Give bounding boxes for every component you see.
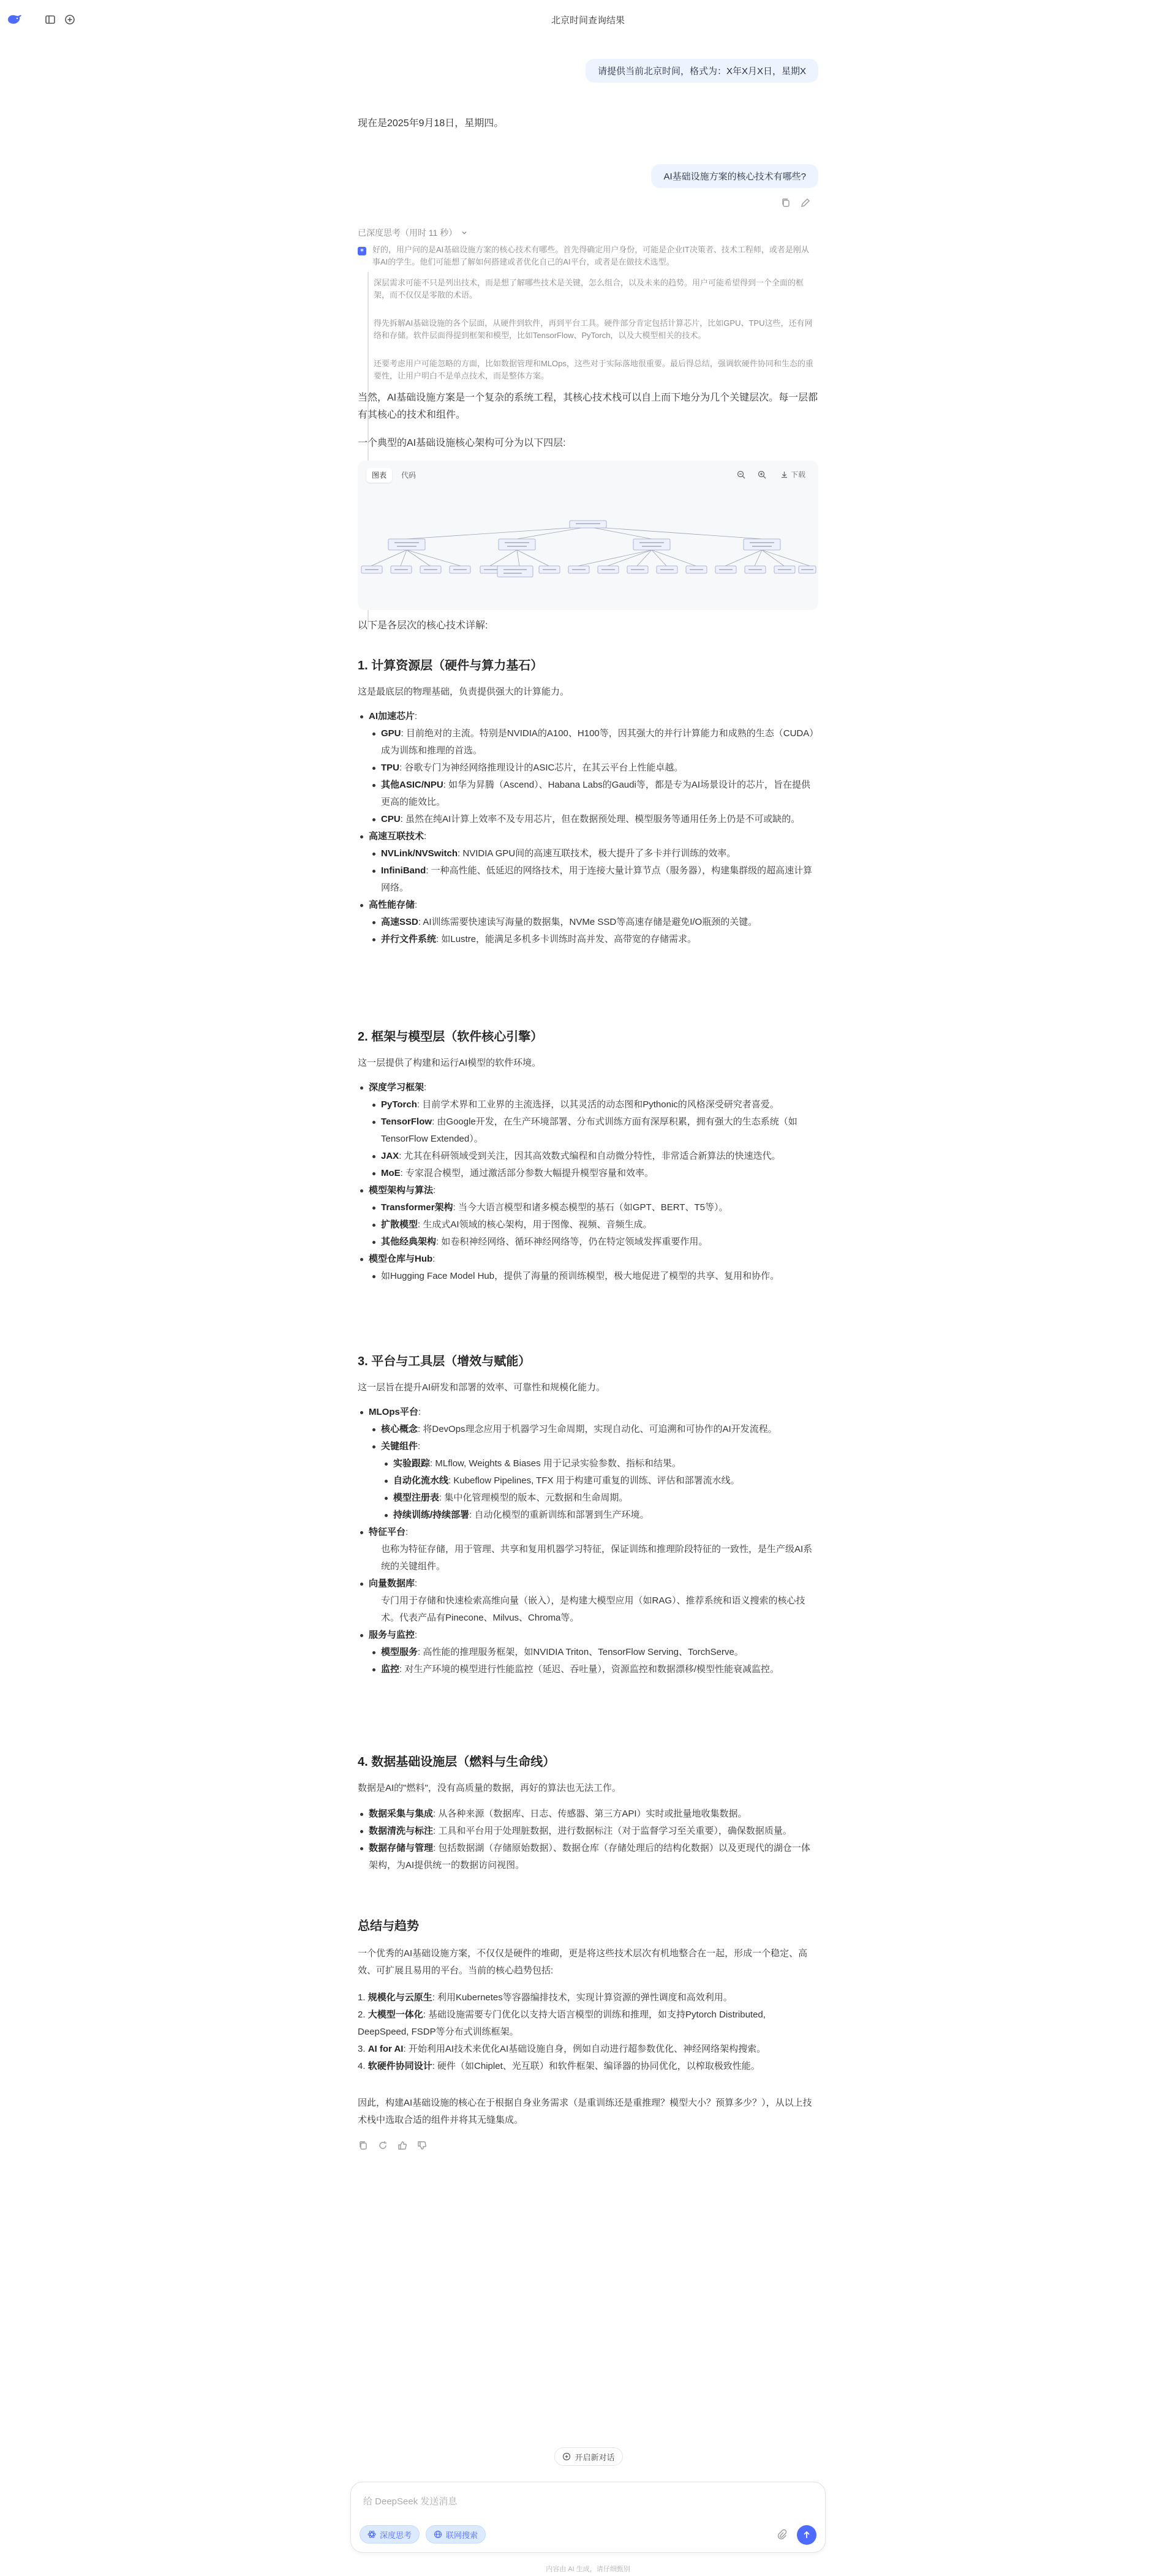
item-text: NVIDIA GPU间的高速互联技术，极大提升了多卡并行训练的效率。 <box>462 848 736 859</box>
item-key: 模型注册表 <box>393 1493 440 1503</box>
item-text: 3. <box>358 2044 366 2054</box>
item-key: 数据采集与集成 <box>369 1809 434 1819</box>
item-key: 模型服务 <box>381 1647 418 1657</box>
message-input[interactable]: 给 DeepSeek 发送消息 <box>363 2496 458 2507</box>
item-key: 其他ASIC/NPU <box>381 780 443 790</box>
item-text: 4. <box>358 2061 366 2071</box>
section-heading: 1. 计算资源层（硬件与算力基石） <box>358 659 543 672</box>
item-key: 扩散模型 <box>381 1219 418 1230</box>
list-item: 数据存储与管理: 包括数据湖（存储原始数据）、数据仓库（存储处理后的结构化数据）以及更现代的湖仓一体架构，为AI提供统一的数据访问视图。 <box>369 1840 818 1874</box>
tab-code[interactable]: 代码 <box>401 471 417 480</box>
list-group-label: 服务与监控: <box>369 1627 818 1644</box>
item-text: 专门用于存储和快速检索高维向量（嵌入），是构建大模型应用（如RAG）、推荐系统和语义搜索的核心技术。代表产品有Pinecone、Milvus、Chroma等。 <box>381 1595 805 1623</box>
item-key: 监控 <box>381 1664 400 1674</box>
ai-disclaimer: 内容由 AI 生成，请仔细甄别 <box>546 2566 630 2573</box>
thumbs-up-icon[interactable] <box>397 2140 408 2151</box>
summary-conclusion: 因此，构建AI基础设施的核心在于根据自身业务需求（是重训练还是重推理？模型大小？预算多少？），从以上技术栈中选取合适的组件并将其无缝集成。 <box>358 2098 812 2125</box>
section-description: 这是最底层的物理基础，负责提供强大的计算能力。 <box>358 687 570 697</box>
copy-icon[interactable] <box>780 197 791 208</box>
section-list <box>369 1806 818 1874</box>
list-group-label: 高速互联技术: <box>369 828 818 845</box>
user-message-bubble: AI基础设施方案的核心技术有哪些? <box>651 164 818 188</box>
item-text: 目前学术界和工业界的主流选择，以其灵活的动态图和Pythonic的风格深受研究者喜爱。 <box>422 1099 779 1110</box>
item-text: 如华为昇腾（Ascend）、Habana Labs的Gaudi等，都是专为AI场景设计的芯片，旨在提供更高的能效比。 <box>381 780 811 807</box>
item-text: 一种高性能、低延迟的网络技术，用于连接大量计算节点（服务器），构建集群级的超高速计算网络。 <box>381 865 813 893</box>
atom-icon <box>368 2530 376 2539</box>
list-item: JAX: 尤其在科研领域受到关注，因其高效数式编程和自动微分特性，非常适合新算法的快速迭代。 <box>369 1148 818 1165</box>
section-list <box>369 708 818 948</box>
trend-list <box>358 1989 818 2075</box>
section-description: 数据是AI的"燃料"，没有高质量的数据，再好的算法也无法工作。 <box>358 1783 621 1793</box>
list-item: MoE: 专家混合模型，通过激活部分参数大幅提升模型容量和效率。 <box>369 1165 818 1182</box>
list-item: 自动化流水线: Kubeflow Pipelines, TFX 用于构建可重复的训练、评估和部署流水线。 <box>369 1472 818 1489</box>
list-item: 并行文件系统: 如Lustre，能满足多机多卡训练时高并发、高带宽的存储需求。 <box>369 931 818 948</box>
list-item: NVLink/NVSwitch: NVIDIA GPU间的高速互联技术，极大提升了多卡并行训练的效率。 <box>369 845 818 862</box>
send-button[interactable] <box>797 2525 816 2545</box>
item-key: 模型仓库与Hub <box>369 1254 433 1264</box>
thinking-paragraph: 还要考虑用户可能忽略的方面，比如数据管理和MLOps，这些对于实际落地很重要。最后得总结，强调软硬件协同和生态的重要性，让用户明白不是单点技术，而是整体方案。 <box>374 359 813 380</box>
item-key: 软硬件协同设计 <box>368 2061 432 2071</box>
item-text: 由Google开发，在生产环境部署、分布式训练方面有深厚积累，拥有强大的生态系统（如TensorFlow Extended）。 <box>381 1117 797 1144</box>
list-item: 持续训练/持续部署: 自动化模型的重新训练和部署到生产环境。 <box>369 1507 818 1524</box>
item-text: 专家混合模型，通过激活部分参数大幅提升模型容量和效率。 <box>405 1168 654 1178</box>
item-key: 高速互联技术 <box>369 831 424 842</box>
new-chat-button[interactable] <box>554 2447 623 2466</box>
thinking-paragraph: 得先拆解AI基础设施的各个层面，从硬件到软件，再到平台工具。硬件部分肯定包括计算芯片，比如GPU、TPU这些，还有网络和存储。软件层面得提到框架和模型，比如TensorFlow、PyTorch，以及大模型相关的技术。 <box>374 318 813 340</box>
list-item: InfiniBand: 一种高性能、低延迟的网络技术，用于连接大量计算节点（服务器），构建集群级的超高速计算网络。 <box>369 862 818 897</box>
item-text: 将DevOps理念应用于机器学习生命周期，实现自动化、可追溯和可协作的AI开发流程。 <box>423 1424 777 1434</box>
item-key: 高速SSD <box>381 917 418 927</box>
item-text: 2. <box>358 2009 366 2020</box>
list-item: 高速SSD: AI训练需要快速读写海量的数据集，NVMe SSD等高速存储是避免I/O瓶颈的关键。 <box>369 914 818 931</box>
item-text: 谷歌专门为神经网络推理设计的ASIC芯片，在其云平台上性能卓越。 <box>404 763 684 773</box>
item-text: 也称为特征存储，用于管理、共享和复用机器学习特征，保证训练和推理阶段特征的一致性，是生产级AI系统的关键组件。 <box>381 1544 813 1572</box>
item-text: 开始利用AI技术来优化AI基础设施自身，例如自动进行超参数优化、神经网络架构搜索。 <box>408 2044 766 2054</box>
thinking-paragraph: 深层需求可能不只是列出技术，而是想了解哪些技术是关键，怎么组合，以及未来的趋势。用户可能希望得到一个全面的框架，而不仅仅是零散的术语。 <box>374 278 804 299</box>
item-text: 包括数据湖（存储原始数据）、数据仓库（存储处理后的结构化数据）以及更现代的湖仓一体架构，为AI提供统一的数据访问视图。 <box>369 1843 810 1870</box>
details-intro: 以下是各层次的核心技术详解: <box>358 620 488 631</box>
list-item <box>369 1541 818 1575</box>
item-key: 持续训练/持续部署 <box>393 1510 470 1520</box>
edit-icon[interactable] <box>800 197 811 208</box>
user-message-actions <box>780 197 811 208</box>
item-text: 集中化管理模型的版本、元数据和生命周期。 <box>444 1493 628 1503</box>
item-key: Transformer架构 <box>381 1202 453 1213</box>
list-group-label: 向量数据库: <box>369 1575 818 1592</box>
list-group-label: 模型架构与算法: <box>369 1182 818 1199</box>
attach-file-icon[interactable] <box>776 2529 787 2541</box>
item-key: AI for AI <box>368 2044 404 2054</box>
assistant-reply-text: 现在是2025年9月18日，星期四。 <box>358 118 504 129</box>
thinking-toggle[interactable] <box>358 227 468 239</box>
item-text: 高性能的推理服务框架，如NVIDIA Triton、TensorFlow Serving、TorchServe。 <box>423 1647 744 1657</box>
list-group-label: 特征平台: <box>369 1524 818 1541</box>
item-key: JAX <box>381 1151 399 1161</box>
list-item: CPU: 虽然在纯AI计算上效率不及专用芯片，但在数据预处理、模型服务等通用任务上仍是不可或缺的。 <box>369 811 818 828</box>
item-key: AI加速芯片 <box>369 711 415 721</box>
item-text: Kubeflow Pipelines, TFX 用于构建可重复的训练、评估和部署流水线。 <box>453 1475 740 1486</box>
list-item: TensorFlow: 由Google开发，在生产环境部署、分布式训练方面有深厚积累，拥有强大的生态系统（如TensorFlow Extended）。 <box>369 1113 818 1148</box>
plus-circle-icon <box>562 2452 571 2461</box>
item-key: TensorFlow <box>381 1117 432 1127</box>
thumbs-down-icon[interactable] <box>417 2140 428 2151</box>
copy-icon[interactable] <box>358 2140 369 2151</box>
list-group-label: AI加速芯片: <box>369 708 818 725</box>
list-item: 其他经典架构: 如卷积神经网络、循环神经网络等，仍在特定领域发挥重要作用。 <box>369 1233 818 1251</box>
item-key: 自动化流水线 <box>393 1475 449 1486</box>
item-text: 从各种来源（数据库、日志、传感器、第三方API）实时或批量地收集数据。 <box>438 1809 747 1819</box>
item-text: 目前绝对的主流。特别是NVIDIA的A100、H100等，因其强大的并行计算能力和成熟的生态（CUDA）成为训练和推理的首选。 <box>381 728 814 756</box>
item-key: MoE <box>381 1168 401 1178</box>
item-key: 向量数据库 <box>369 1578 415 1589</box>
list-item: 监控: 对生产环境的模型进行性能监控（延迟、吞吐量），资源监控和数据漂移/模型性能衰减监控。 <box>369 1661 818 1678</box>
thinking-paragraph: 好的，用户问的是AI基础设施方案的核心技术有哪些。首先得确定用户身份，可能是企业IT决策者、技术工程师，或者是刚从事AI的学生。他们可能想了解如何搭建或者优化自己的AI平台，或者是在做技术选型。 <box>372 245 809 266</box>
summary-heading: 总结与趋势 <box>358 1919 419 1933</box>
item-key: GPU <box>381 728 401 739</box>
list-item: GPU: 目前绝对的主流。特别是NVIDIA的A100、H100等，因其强大的并行计算能力和成熟的生态（CUDA）成为训练和推理的首选。 <box>369 725 818 759</box>
list-item <box>369 1268 818 1285</box>
list-item: 实验跟踪: MLflow, Weights & Biases 用于记录实验参数、指标和结果。 <box>369 1455 818 1472</box>
list-item: 模型注册表: 集中化管理模型的版本、元数据和生命周期。 <box>369 1489 818 1507</box>
section-description: 这一层提供了构建和运行AI模型的软件环境。 <box>358 1058 541 1068</box>
chat-title: 北京时间查询结果 <box>551 15 625 26</box>
trend-item: 1. 规模化与云原生: 利用Kubernetes等容器编排技术，实现计算资源的弹性调度和高效利用。 <box>358 1992 733 2003</box>
item-text: 工具和平台用于处理脏数据，进行数据标注（对于监督学习至关重要），确保数据质量。 <box>438 1826 792 1836</box>
item-key: 并行文件系统 <box>381 934 437 944</box>
deep-think-toggle[interactable] <box>360 2525 420 2544</box>
item-text: MLflow, Weights & Biases 用于记录实验参数、指标和结果。 <box>435 1458 681 1469</box>
section-heading: 4. 数据基础设施层（燃料与生命线） <box>358 1755 556 1769</box>
item-text: 硬件（如Chiplet、光互联）和软件框架、编译器的协同优化，以榨取极致性能。 <box>437 2061 760 2071</box>
item-text: 对生产环境的模型进行性能监控（延迟、吞吐量），资源监控和数据漂移/模型性能衰减监控。 <box>404 1664 780 1674</box>
list-item: PyTorch: 目前学术界和工业界的主流选择，以其灵活的动态图和Pythonic的风格深受研究者喜爱。 <box>369 1096 818 1113</box>
item-key: 数据存储与管理 <box>369 1843 434 1853</box>
section-description: 这一层旨在提升AI研发和部署的效率、可靠性和规模化能力。 <box>358 1382 606 1393</box>
item-key: 数据清洗与标注 <box>369 1826 434 1836</box>
item-key: 其他经典架构 <box>381 1237 437 1247</box>
regenerate-icon[interactable] <box>377 2140 388 2151</box>
answer-actions <box>358 2140 428 2151</box>
new-chat-label: 开启新对话 <box>575 2452 615 2462</box>
item-key: 模型架构与算法 <box>369 1185 434 1196</box>
list-item: 核心概念: 将DevOps理念应用于机器学习生命周期，实现自动化、可追溯和可协作的AI开发流程。 <box>369 1421 818 1438</box>
download-label: 下载 <box>791 470 806 479</box>
architecture-intro: 一个典型的AI基础设施核心架构可分为以下四层: <box>358 438 566 448</box>
item-key: 服务与监控 <box>369 1630 415 1640</box>
top-bar <box>0 0 1176 39</box>
item-key: TPU <box>381 763 399 773</box>
section-list <box>369 1079 818 1285</box>
item-key: 规模化与云原生 <box>368 1992 432 2003</box>
section-list <box>369 1404 818 1678</box>
message-composer <box>350 2482 826 2553</box>
item-key: MLOps平台 <box>369 1407 418 1417</box>
section-heading: 3. 平台与工具层（增效与赋能） <box>358 1355 531 1368</box>
item-text: 1. <box>358 1992 366 2003</box>
list-group-label: 模型仓库与Hub: <box>369 1251 818 1268</box>
trend-item: 4. 软硬件协同设计: 硬件（如Chiplet、光互联）和软件框架、编译器的协同优化，以榨取极致性能。 <box>358 2061 760 2071</box>
section-heading: 2. 框架与模型层（软件核心引擎） <box>358 1030 543 1044</box>
item-key: 大模型一体化 <box>368 2009 423 2020</box>
arrow-up-icon <box>802 2531 811 2539</box>
list-item: 扩散模型: 生成式AI领域的核心架构，用于图像、视频、音频生成。 <box>369 1216 818 1233</box>
list-item: TPU: 谷歌专门为神经网络推理设计的ASIC芯片，在其云平台上性能卓越。 <box>369 759 818 777</box>
item-key: CPU <box>381 814 401 824</box>
item-key: 特征平台 <box>369 1527 406 1537</box>
list-item: 数据采集与集成: 从各种来源（数据库、日志、传感器、第三方API）实时或批量地收集数据。 <box>369 1806 818 1823</box>
list-item: 模型服务: 高性能的推理服务框架，如NVIDIA Triton、TensorFlow Serving、TorchServe。 <box>369 1644 818 1661</box>
list-item: Transformer架构: 当今大语言模型和诸多模态模型的基石（如GPT、BERT、T5等）。 <box>369 1199 818 1216</box>
item-key: 高性能存储 <box>369 900 415 910</box>
list-group-label: MLOps平台: <box>369 1404 818 1421</box>
summary-intro: 一个优秀的AI基础设施方案，不仅仅是硬件的堆砌，更是将这些技术层次有机地整合在一起，形成一个稳定、高效、可扩展且易用的平台。当前的核心趋势包括: <box>358 1948 808 1976</box>
item-text: 利用Kubernetes等容器编排技术，实现计算资源的弹性调度和高效利用。 <box>437 1992 733 2003</box>
globe-icon <box>434 2530 442 2539</box>
list-group-label: 高性能存储: <box>369 897 818 914</box>
item-text: 生成式AI领域的核心架构，用于图像、视频、音频生成。 <box>423 1219 652 1230</box>
list-item <box>369 1592 818 1627</box>
web-search-toggle[interactable] <box>426 2525 486 2544</box>
architecture-diagram-block <box>358 461 818 610</box>
list-group-label: 深度学习框架: <box>369 1079 818 1096</box>
thinking-header: 已深度思考（用时 11 秒） <box>358 228 458 238</box>
item-key: 核心概念 <box>381 1424 418 1434</box>
item-key: InfiniBand <box>381 865 426 876</box>
list-item: 其他ASIC/NPU: 如华为昇腾（Ascend）、Habana Labs的Gaudi等，都是专为AI场景设计的芯片，旨在提供更高的能效比。 <box>369 777 818 811</box>
list-item: 数据清洗与标注: 工具和平台用于处理脏数据，进行数据标注（对于监督学习至关重要），确保数据质量。 <box>369 1823 818 1840</box>
item-key: NVLink/NVSwitch <box>381 848 458 859</box>
item-text: 如卷积神经网络、循环神经网络等，仍在特定领域发挥重要作用。 <box>441 1237 708 1247</box>
chevron-down-icon <box>461 229 468 236</box>
item-text: 基础设施需要专门优化以支持大语言模型的训练和推理，如支持Pytorch Distributed, DeepSpeed, FSDP等分布式训练框架。 <box>358 2009 766 2037</box>
item-text: 虽然在纯AI计算上效率不及专用芯片，但在数据预处理、模型服务等通用任务上仍是不可或缺的。 <box>405 814 801 824</box>
list-item: 关键组件: <box>369 1438 818 1455</box>
item-text: 自动化模型的重新训练和部署到生产环境。 <box>474 1510 649 1520</box>
item-text: AI训练需要快速读写海量的数据集，NVMe SSD等高速存储是避免I/O瓶颈的关键。 <box>423 917 758 927</box>
user-message-bubble: 请提供当前北京时间，格式为：X年X月X日，星期X <box>586 59 818 83</box>
item-key: 关键组件 <box>381 1441 418 1452</box>
item-text: 尤其在科研领域受到关注，因其高效数式编程和自动微分特性，非常适合新算法的快速迭代。 <box>404 1151 781 1161</box>
deep-think-label: 深度思考 <box>380 2530 412 2540</box>
item-key: 实验跟踪 <box>393 1458 431 1469</box>
thinking-bulb-icon: ✶ <box>358 247 366 255</box>
architecture-flowchart <box>358 461 818 610</box>
trend-item: 3. AI for AI: 开始利用AI技术来优化AI基础设施自身，例如自动进行超参数优化、神经网络架构搜索。 <box>358 2044 766 2054</box>
item-text: 当今大语言模型和诸多模态模型的基石（如GPT、BERT、T5等）。 <box>458 1202 728 1213</box>
item-text: 如Lustre，能满足多机多卡训练时高并发、高带宽的存储需求。 <box>441 934 697 944</box>
trend-item: 2. 大模型一体化: 基础设施需要专门优化以支持大语言模型的训练和推理，如支持Pytorch Distributed, DeepSpeed, FSDP等分布式训练框架。 <box>358 2009 766 2037</box>
item-text: 如Hugging Face Model Hub，提供了海量的预训练模型，极大地促进了模型的共享、复用和协作。 <box>381 1271 780 1281</box>
item-key: 深度学习框架 <box>369 1082 424 1093</box>
answer-intro: 当然，AI基础设施方案是一个复杂的系统工程，其核心技术栈可以自上而下地分为几个关键层次。每一层都有其核心的技术和组件。 <box>358 393 818 420</box>
tab-diagram[interactable]: 图表 <box>366 468 392 483</box>
item-key: PyTorch <box>381 1099 417 1110</box>
web-search-label: 联网搜索 <box>446 2530 478 2540</box>
